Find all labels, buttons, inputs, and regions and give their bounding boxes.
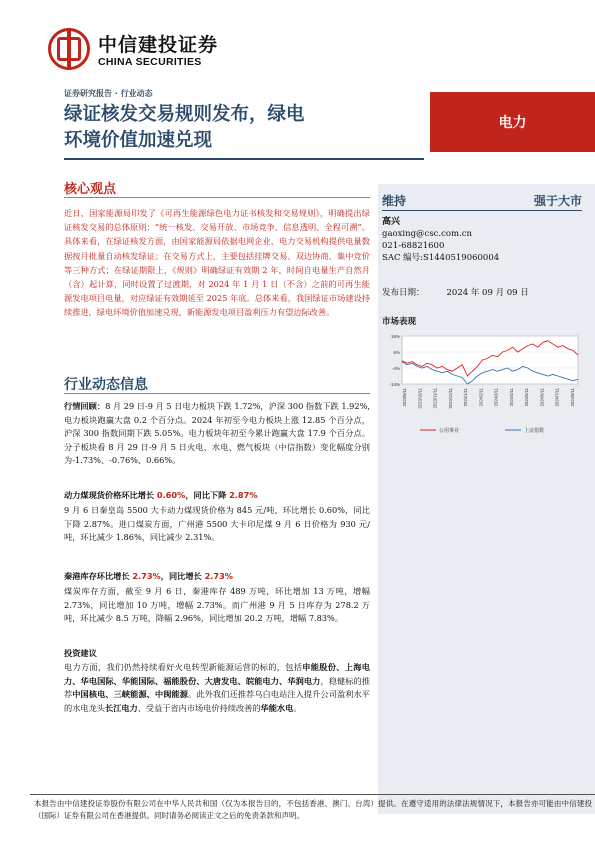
market-review-paragraph	[64, 400, 370, 468]
footer-divider	[30, 794, 595, 795]
company-logo	[48, 26, 238, 74]
analyst-name: 高兴	[382, 217, 401, 227]
legend-label-1: 上证指数	[524, 427, 545, 434]
news-divider	[64, 393, 370, 394]
x-tick-label: 2024/7/11	[554, 388, 560, 407]
brand-name-en: CHINA SECURITIES	[98, 56, 202, 68]
brand-name-cn: 中信建投证券	[98, 34, 219, 56]
rating-keep: 维持	[382, 194, 407, 208]
investment-text: 电力方面，我们仍然持续看好火电转型新能源运营的标的，包括申能股份、上海电力、华电国际、华能国际、福能股份、大唐发电、皖能电力、华润电力，稳健标的推荐中国核电、三峡能源、中闽能源。此外我们还推荐乌白电站注入提升公司盈利水平的水电龙头长江电力、受益于省内市场电价持续改善的华能水电。	[64, 662, 370, 713]
y-tick-label: 6%	[393, 350, 400, 355]
core-divider	[64, 197, 370, 198]
rating-row	[382, 192, 582, 209]
x-tick-label: 2024/1/11	[463, 388, 469, 407]
rating-divider	[382, 210, 582, 211]
news-heading: 行业动态信息	[64, 377, 148, 393]
title-divider	[64, 158, 424, 160]
x-tick-label: 2024/8/11	[570, 388, 575, 407]
x-tick-label: 2023/9/11	[402, 388, 407, 407]
side-panel	[378, 184, 595, 814]
rating-grade: 强于大市	[533, 194, 582, 208]
coal-price-heading: 动力煤现货价格环比增长 0.60%，同比下降 2.87%	[64, 490, 258, 500]
y-tick-label: -14%	[389, 382, 400, 387]
analyst-info	[382, 216, 499, 264]
report-type: 证券研究报告 · 行业动态	[64, 89, 153, 98]
coal-price-text: 9 月 6 日秦皇岛 5500 大卡动力煤现货价格为 845 元/吨，环比增长 0.60%，同比下降 2.87%。进口煤炭方面，广州港 5500 大卡印尼煤 9 月 6 日价格为 930 元/吨，环比减少 1.86%，同比减少 2.31%。	[64, 505, 370, 542]
y-tick-label: -4%	[391, 366, 400, 371]
core-view-heading: 核心观点	[64, 182, 117, 197]
logo-mark	[48, 28, 90, 70]
x-tick-label: 2024/5/11	[524, 388, 530, 407]
market-review-lead: 行情回顾：	[64, 401, 106, 411]
sector-badge: 电力	[430, 92, 595, 152]
analyst-sac: SAC 编号:S1440519060004	[382, 253, 500, 263]
y-tick-label: 16%	[390, 334, 400, 339]
analyst-phone: 021-68821600	[382, 241, 445, 251]
title-line-2: 环境价值加速兑现	[64, 130, 213, 151]
x-tick-label: 2024/3/11	[493, 388, 499, 407]
x-tick-label: 2024/6/11	[539, 388, 545, 407]
core-view-text: 近日，国家能源局印发了《可再生能源绿色电力证书核发和交易规则》，明确提出绿证核发交易的总体原则：“统一核发、交易开放、市场竞争、信息透明、全程可溯”。具体来看，在绿证核发方面，由国家能源局依据电网企业、电力交易机构提供电量数据按月批量自动核发绿证；在交易方式上，主要包括挂牌交易、双边协商、集中竞价等三种方式；在绿证期限上，《规则》明确绿证有效期 2 年，时间自电量生产自然月（含）起计算，同时设置了过渡期，对 2024 年 1 月 1 日（不含）之前的可再生能源发电项目电量，对应绿证有效期延至 2025 年底。总体来看，我国绿证市场建设持续推进，绿电环境价值加速兑现，新能源发电项目盈利压力有望边际改善。	[64, 208, 370, 318]
legend-label-0: 公用事业	[439, 427, 460, 434]
x-tick-label: 2023/12/11	[447, 388, 453, 409]
analyst-email[interactable]: gaoxing@csc.com.cn	[382, 229, 473, 239]
publish-label: 发布日期：	[382, 288, 425, 298]
disclaimer-footer: 本报告由中信建投证券股份有限公司在中华人民共和国（仅为本报告目的，不包括香港、澳门、台湾）提供。在遵守适用的法律法规情况下，本报告亦可能由中信建投（国际）证券有限公司在香港提供。同时请务必阅读正文之后的免责条款和声明。	[34, 799, 592, 820]
title-line-1: 绿证核发交易规则发布，绿电	[64, 104, 305, 125]
inventory-heading: 秦港库存环比增长 2.73%，同比增长 2.73%	[64, 571, 233, 581]
inventory-text: 煤炭库存方面，截至 9 月 6 日，秦港库存 489 万吨，环比增加 13 万吨，增幅 2.73%，同比增加 10 万吨，增幅 2.73%。而广州港 9 月 5 日库存为 278.2 万吨，环比减少 8.5 万吨，降幅 2.96%，同比增加 20.2 万吨，增幅 7.83%。	[64, 586, 370, 623]
x-tick-label: 2024/4/11	[508, 388, 514, 407]
market-review-text: 8 月 29 日-9 月 5 日电力板块下跌 1.72%，沪深 300 指数下跌 1.92%,电力板块跑赢大盘 0.2 个百分点。2024 年初至今电力板块上涨 12.85 个百分点，沪深 300 指数同期下跌 5.05%。电力板块年初至今累计跑赢大盘 17.9 个百分点。分子板块看 8 月 29 日-9 月 5 日火电、水电、燃气板块（中信指数）变化幅度分别为-1.73%、-0.76%、0.66%。	[64, 401, 370, 465]
publish-date	[382, 286, 529, 298]
investment-heading: 投资建议	[64, 648, 97, 658]
report-title	[64, 102, 364, 154]
market-chart-title: 市场表现	[382, 317, 417, 327]
x-tick-label: 2024/2/11	[478, 388, 484, 407]
x-tick-label: 2023/11/11	[432, 388, 438, 409]
market-performance-chart	[380, 326, 585, 440]
x-tick-label: 2023/10/11	[417, 388, 423, 409]
publish-value: 2024 年 09 月 09 日	[446, 288, 529, 298]
